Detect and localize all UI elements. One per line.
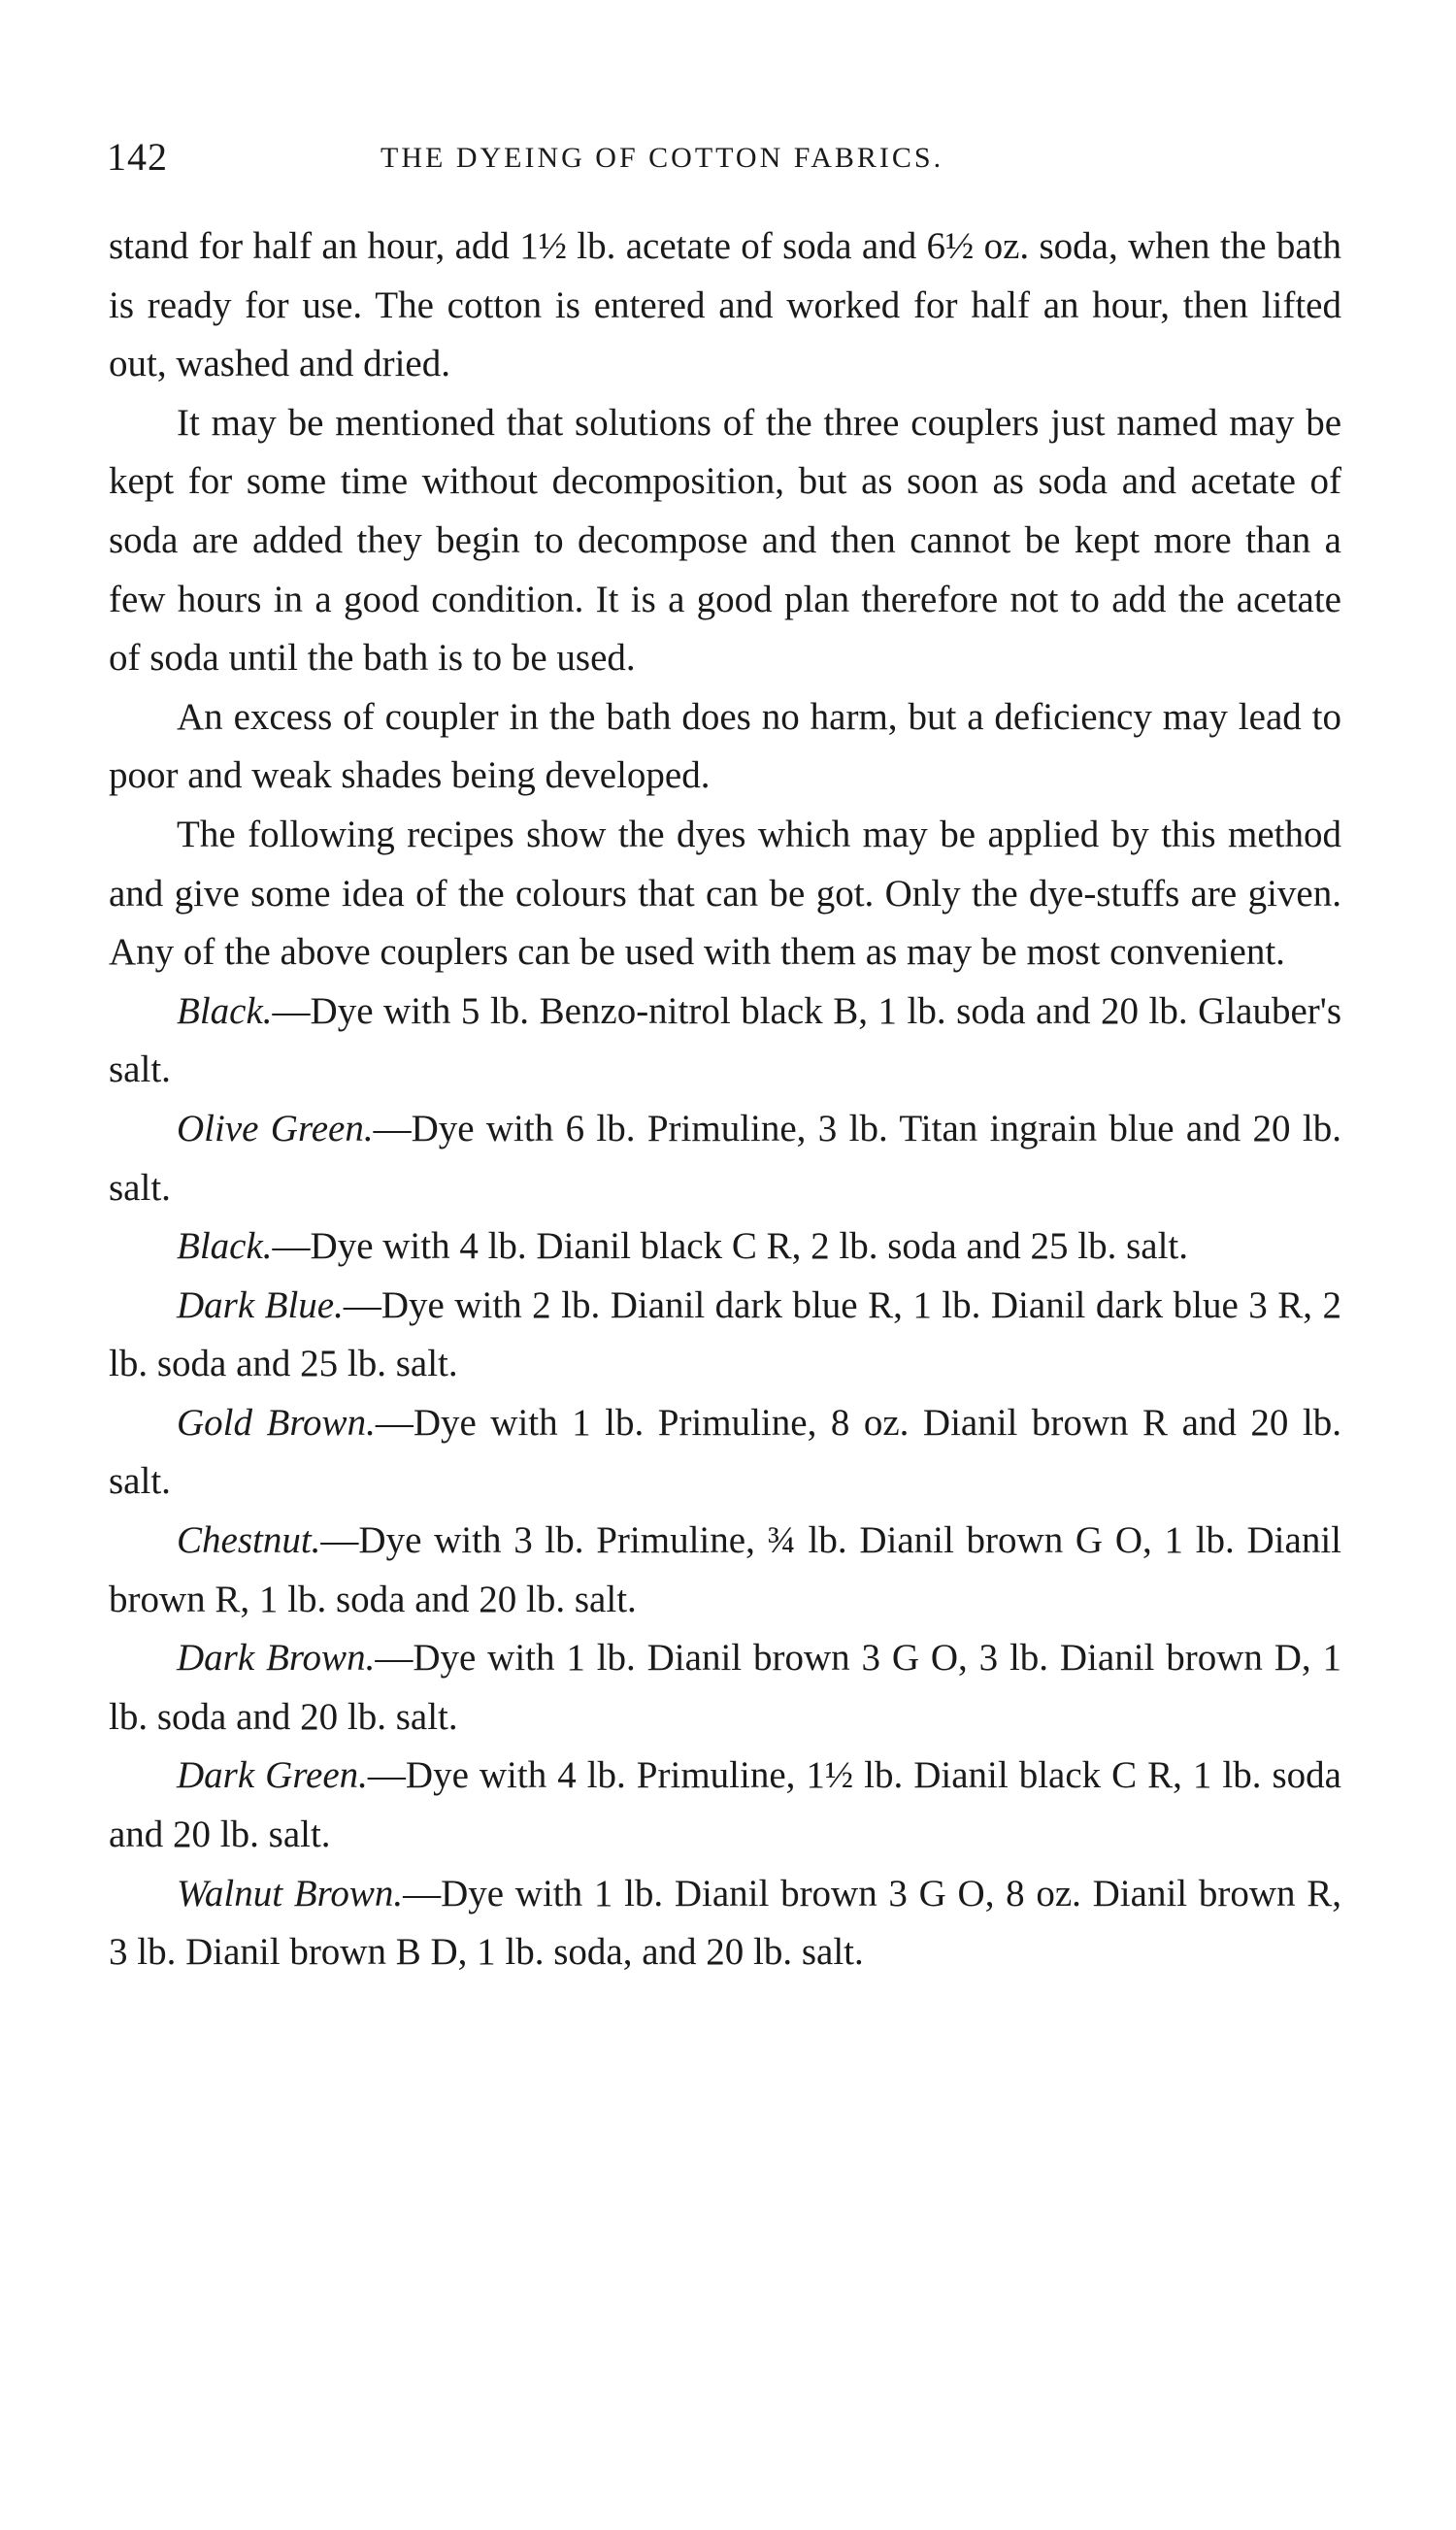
recipe-text: —Dye with 5 lb. Benzo-nitrol black B, 1 lb. soda and 20 lb. Glauber's salt. xyxy=(109,989,1341,1091)
recipe-name: Dark Green. xyxy=(177,1754,368,1797)
recipe-name: Olive Green. xyxy=(177,1107,374,1149)
recipe-text: —Dye with 4 lb. Primuline, 1½ lb. Dianil black C R, 1 lb. soda and 20 lb. salt. xyxy=(109,1754,1341,1856)
recipe-name: Dark Brown. xyxy=(177,1637,376,1680)
running-head: THE DYEING OF COTTON FABRICS. xyxy=(381,142,944,174)
recipe-name: Gold Brown. xyxy=(177,1401,376,1444)
recipe-olive-green xyxy=(109,1100,1341,1217)
recipe-name: Dark Blue. xyxy=(177,1283,344,1326)
recipe-text: —Dye with 1 lb. Primuline, 8 oz. Dianil brown R and 20 lb. salt. xyxy=(109,1401,1341,1503)
recipe-text: —Dye with 6 lb. Primuline, 3 lb. Titan ingrain blue and 20 lb. salt. xyxy=(109,1107,1341,1209)
recipe-dark-green xyxy=(109,1747,1341,1864)
recipe-black-2 xyxy=(109,1217,1341,1277)
recipe-text: —Dye with 4 lb. Dianil black C R, 2 lb. soda and 25 lb. salt. xyxy=(272,1225,1189,1268)
recipe-text: —Dye with 3 lb. Primuline, ¾ lb. Dianil brown G O, 1 lb. Dianil brown R, 1 lb. soda and 20 lb. salt. xyxy=(109,1519,1341,1620)
recipe-dark-brown xyxy=(109,1629,1341,1747)
paragraph-couplers-stability: It may be mentioned that solutions of the three couplers just named may be kept for some time without decomposition, but as soon as soda and acetate of soda are added they begin to decompose and then cannot be kept more than a few hours in a good condition. It is a good plan therefore not to add the acetate of soda until the bath is to be used. xyxy=(109,401,1341,680)
recipe-text: —Dye with 2 lb. Dianil dark blue R, 1 lb. Dianil dark blue 3 R, 2 lb. soda and 25 lb. salt. xyxy=(109,1283,1341,1385)
recipe-text: —Dye with 1 lb. Dianil brown 3 G O, 8 oz. Dianil brown R, 3 lb. Dianil brown B D, 1 lb. soda, and 20 lb. salt. xyxy=(109,1872,1341,1974)
recipe-name: Black. xyxy=(177,1225,273,1268)
body-text xyxy=(109,217,1341,1982)
page-header xyxy=(107,134,1340,183)
paragraph-continuation: stand for half an hour, add 1½ lb. acetate of soda and 6½ oz. soda, when the bath is ready for use. The cotton is entered and worked for half an hour, then lifted out, washed and dried. xyxy=(109,225,1341,385)
recipe-name: Chestnut. xyxy=(177,1519,321,1562)
recipe-text: —Dye with 1 lb. Dianil brown 3 G O, 3 lb. Dianil brown D, 1 lb. soda and 20 lb. salt. xyxy=(109,1637,1341,1738)
paragraph-coupler-excess: An excess of coupler in the bath does no harm, but a deficiency may lead to poor and weak shades being developed. xyxy=(109,695,1341,797)
recipe-name: Walnut Brown. xyxy=(177,1872,404,1914)
paragraph-recipes-intro: The following recipes show the dyes which may be applied by this method and give some idea of the colours that can be got. Only the dye-stuffs are given. Any of the above couplers can be used with them as may be most convenient. xyxy=(109,813,1341,974)
recipe-name: Black. xyxy=(177,989,273,1032)
recipe-walnut-brown xyxy=(109,1865,1341,1982)
page-number: 142 xyxy=(107,135,168,179)
recipe-dark-blue xyxy=(109,1277,1341,1394)
recipe-gold-brown xyxy=(109,1394,1341,1512)
recipe-chestnut xyxy=(109,1512,1341,1629)
recipe-black-1 xyxy=(109,982,1341,1100)
